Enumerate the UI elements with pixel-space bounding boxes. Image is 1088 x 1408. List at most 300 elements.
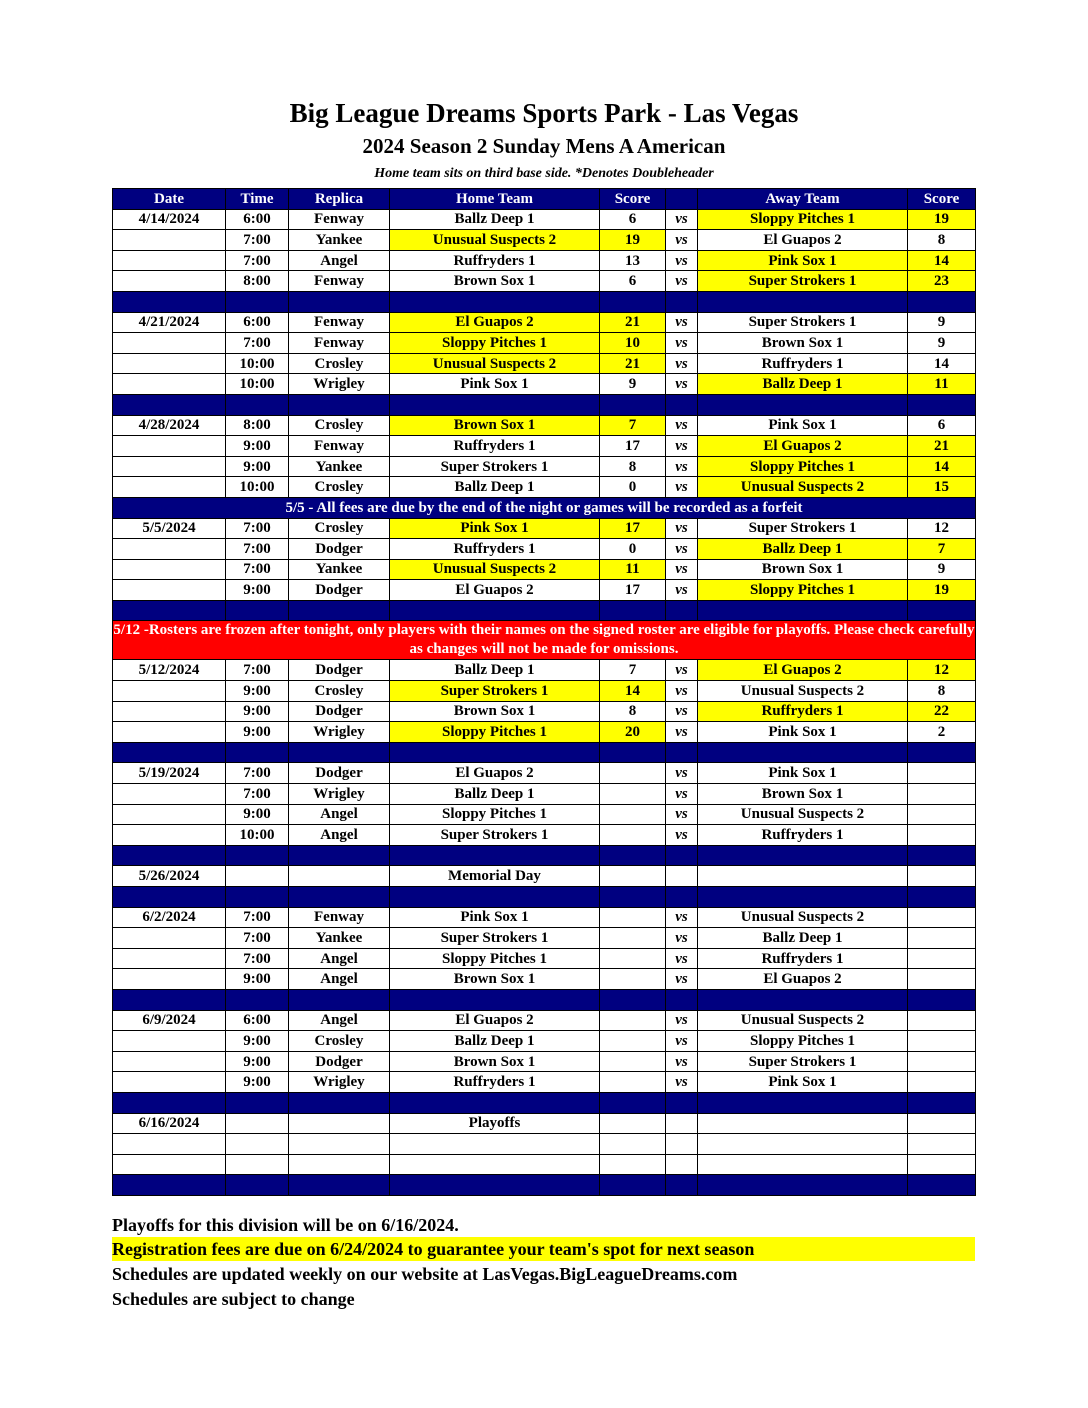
home-team xyxy=(390,1154,600,1175)
game-row xyxy=(113,539,976,560)
separator-cell xyxy=(908,845,976,866)
away-team xyxy=(698,1113,908,1134)
separator-cell xyxy=(113,394,226,415)
game-field: Crosley xyxy=(289,353,390,374)
away-score xyxy=(908,928,976,949)
game-row xyxy=(113,250,976,271)
game-row xyxy=(113,681,976,702)
game-field: Angel xyxy=(289,948,390,969)
separator-cell xyxy=(289,989,390,1010)
game-date xyxy=(113,681,226,702)
home-score: 19 xyxy=(600,230,666,251)
header-home-team: Home Team xyxy=(390,189,600,210)
away-team: Unusual Suspects 2 xyxy=(698,681,908,702)
vs-label xyxy=(666,1113,698,1134)
game-field: Angel xyxy=(289,804,390,825)
footer-change-notice: Schedules are subject to change xyxy=(112,1289,355,1309)
separator-cell xyxy=(289,1175,390,1196)
game-field: Fenway xyxy=(289,271,390,292)
game-row xyxy=(113,436,976,457)
home-team: Ruffryders 1 xyxy=(390,250,600,271)
header-date: Date xyxy=(113,189,226,210)
away-team: Pink Sox 1 xyxy=(698,415,908,436)
away-team: Ballz Deep 1 xyxy=(698,539,908,560)
game-date xyxy=(113,559,226,580)
separator-cell xyxy=(390,1175,600,1196)
separator-cell xyxy=(113,291,226,312)
game-time: 7:00 xyxy=(226,333,289,354)
header-away-team: Away Team xyxy=(698,189,908,210)
home-score xyxy=(600,825,666,846)
game-field xyxy=(289,1134,390,1155)
game-row xyxy=(113,518,976,539)
vs-label: vs xyxy=(666,660,698,681)
game-field: Dodger xyxy=(289,763,390,784)
separator-cell xyxy=(698,600,908,621)
home-team: Ruffryders 1 xyxy=(390,539,600,560)
vs-label: vs xyxy=(666,230,698,251)
game-time: 7:00 xyxy=(226,948,289,969)
game-field: Crosley xyxy=(289,477,390,498)
game-time: 10:00 xyxy=(226,477,289,498)
game-time: 7:00 xyxy=(226,250,289,271)
game-time: 9:00 xyxy=(226,580,289,601)
separator-cell xyxy=(698,742,908,763)
away-score xyxy=(908,969,976,990)
away-score: 14 xyxy=(908,250,976,271)
game-field: Fenway xyxy=(289,333,390,354)
vs-label: vs xyxy=(666,477,698,498)
vs-label: vs xyxy=(666,559,698,580)
separator-cell xyxy=(390,989,600,1010)
away-team xyxy=(698,1134,908,1155)
game-date xyxy=(113,456,226,477)
game-time: 9:00 xyxy=(226,969,289,990)
game-date xyxy=(113,1154,226,1175)
game-time: 7:00 xyxy=(226,559,289,580)
away-team xyxy=(698,866,908,887)
game-field: Dodger xyxy=(289,701,390,722)
game-time: 10:00 xyxy=(226,825,289,846)
roster-alert: 5/12 -Rosters are frozen after tonight, only players with their names on the signed roster are eligible for playoffs. Please check carefully as changes will not be made for omissions. xyxy=(113,621,976,660)
game-row xyxy=(113,722,976,743)
header-row xyxy=(113,189,976,210)
separator-row xyxy=(113,1175,976,1196)
game-row xyxy=(113,825,976,846)
home-team: Super Strokers 1 xyxy=(390,825,600,846)
game-date: 4/21/2024 xyxy=(113,312,226,333)
vs-label: vs xyxy=(666,928,698,949)
game-field xyxy=(289,866,390,887)
separator-cell xyxy=(226,291,289,312)
separator-row xyxy=(113,1092,976,1113)
home-score xyxy=(600,1113,666,1134)
game-time: 9:00 xyxy=(226,1031,289,1052)
away-team: Brown Sox 1 xyxy=(698,333,908,354)
game-field: Yankee xyxy=(289,559,390,580)
game-time: 7:00 xyxy=(226,763,289,784)
game-field: Wrigley xyxy=(289,784,390,805)
page-title: Big League Dreams Sports Park - Las Vegas xyxy=(289,98,799,128)
separator-cell xyxy=(226,394,289,415)
home-team: El Guapos 2 xyxy=(390,580,600,601)
home-score xyxy=(600,1010,666,1031)
vs-label: vs xyxy=(666,969,698,990)
separator-cell xyxy=(600,845,666,866)
game-field: Yankee xyxy=(289,230,390,251)
game-field: Angel xyxy=(289,1010,390,1031)
away-team: El Guapos 2 xyxy=(698,660,908,681)
separator-cell xyxy=(600,1175,666,1196)
game-date xyxy=(113,374,226,395)
vs-label: vs xyxy=(666,353,698,374)
away-team: Super Strokers 1 xyxy=(698,518,908,539)
home-team: Unusual Suspects 2 xyxy=(390,353,600,374)
vs-label: vs xyxy=(666,374,698,395)
away-team: Pink Sox 1 xyxy=(698,763,908,784)
away-score xyxy=(908,1051,976,1072)
game-date: 6/2/2024 xyxy=(113,907,226,928)
separator-cell xyxy=(113,989,226,1010)
away-score: 9 xyxy=(908,312,976,333)
separator-row xyxy=(113,887,976,908)
home-team: Pink Sox 1 xyxy=(390,907,600,928)
footer-registration: Registration fees are due on 6/24/2024 to guarantee your team's spot for next season xyxy=(112,1237,975,1261)
home-team: Super Strokers 1 xyxy=(390,456,600,477)
home-team: Ballz Deep 1 xyxy=(390,1031,600,1052)
game-time: 7:00 xyxy=(226,539,289,560)
separator-cell xyxy=(600,600,666,621)
game-field: Crosley xyxy=(289,1031,390,1052)
game-time: 8:00 xyxy=(226,415,289,436)
game-time: 10:00 xyxy=(226,353,289,374)
game-field: Wrigley xyxy=(289,722,390,743)
home-team: Brown Sox 1 xyxy=(390,969,600,990)
game-row xyxy=(113,580,976,601)
separator-cell xyxy=(698,1175,908,1196)
vs-label: vs xyxy=(666,580,698,601)
home-team: Brown Sox 1 xyxy=(390,1051,600,1072)
away-team: Ruffryders 1 xyxy=(698,948,908,969)
game-row xyxy=(113,804,976,825)
vs-label: vs xyxy=(666,1072,698,1093)
vs-label: vs xyxy=(666,415,698,436)
vs-label: vs xyxy=(666,1010,698,1031)
home-score: 8 xyxy=(600,701,666,722)
separator-cell xyxy=(226,887,289,908)
game-time: 9:00 xyxy=(226,1072,289,1093)
separator-cell xyxy=(113,600,226,621)
away-score xyxy=(908,1134,976,1155)
home-score: 20 xyxy=(600,722,666,743)
game-row xyxy=(113,701,976,722)
away-score: 12 xyxy=(908,660,976,681)
game-date xyxy=(113,722,226,743)
home-team: Brown Sox 1 xyxy=(390,701,600,722)
game-field: Angel xyxy=(289,825,390,846)
vs-label: vs xyxy=(666,436,698,457)
away-team: El Guapos 2 xyxy=(698,230,908,251)
separator-cell xyxy=(113,887,226,908)
game-date xyxy=(113,477,226,498)
home-team: Sloppy Pitches 1 xyxy=(390,722,600,743)
separator-cell xyxy=(289,291,390,312)
separator-cell xyxy=(666,989,698,1010)
vs-label: vs xyxy=(666,209,698,230)
separator-cell xyxy=(908,291,976,312)
vs-label: vs xyxy=(666,784,698,805)
game-date xyxy=(113,1031,226,1052)
home-score xyxy=(600,804,666,825)
away-score xyxy=(908,784,976,805)
vs-label: vs xyxy=(666,907,698,928)
game-field xyxy=(289,1113,390,1134)
game-field: Yankee xyxy=(289,456,390,477)
home-score: 21 xyxy=(600,353,666,374)
away-score: 2 xyxy=(908,722,976,743)
home-team: Ruffryders 1 xyxy=(390,436,600,457)
game-time: 7:00 xyxy=(226,784,289,805)
game-date xyxy=(113,250,226,271)
separator-cell xyxy=(666,742,698,763)
game-row xyxy=(113,1154,976,1175)
game-time: 7:00 xyxy=(226,660,289,681)
home-score: 8 xyxy=(600,456,666,477)
away-score xyxy=(908,866,976,887)
home-score: 17 xyxy=(600,518,666,539)
separator-cell xyxy=(390,742,600,763)
separator-cell xyxy=(666,887,698,908)
game-date xyxy=(113,230,226,251)
vs-label: vs xyxy=(666,763,698,784)
away-team: Pink Sox 1 xyxy=(698,722,908,743)
game-row xyxy=(113,660,976,681)
game-date: 5/5/2024 xyxy=(113,518,226,539)
home-score xyxy=(600,1051,666,1072)
home-team: Ballz Deep 1 xyxy=(390,660,600,681)
home-team: Ballz Deep 1 xyxy=(390,477,600,498)
game-field: Crosley xyxy=(289,415,390,436)
away-team: Sloppy Pitches 1 xyxy=(698,580,908,601)
vs-label xyxy=(666,866,698,887)
game-field: Fenway xyxy=(289,436,390,457)
away-team: Ruffryders 1 xyxy=(698,825,908,846)
away-team: Unusual Suspects 2 xyxy=(698,1010,908,1031)
separator-cell xyxy=(666,1175,698,1196)
separator-cell xyxy=(908,600,976,621)
game-field: Dodger xyxy=(289,580,390,601)
game-date: 5/12/2024 xyxy=(113,660,226,681)
game-date xyxy=(113,1134,226,1155)
game-field: Angel xyxy=(289,250,390,271)
home-score: 17 xyxy=(600,580,666,601)
away-score xyxy=(908,1113,976,1134)
game-time: 10:00 xyxy=(226,374,289,395)
game-date xyxy=(113,804,226,825)
separator-cell xyxy=(698,291,908,312)
roster-alert-row xyxy=(113,621,976,660)
game-date: 4/28/2024 xyxy=(113,415,226,436)
game-date xyxy=(113,701,226,722)
away-team: Unusual Suspects 2 xyxy=(698,804,908,825)
separator-row xyxy=(113,845,976,866)
vs-label: vs xyxy=(666,271,698,292)
game-time: 8:00 xyxy=(226,271,289,292)
away-team xyxy=(698,1154,908,1175)
away-score: 14 xyxy=(908,353,976,374)
away-team: Brown Sox 1 xyxy=(698,784,908,805)
away-score: 8 xyxy=(908,230,976,251)
home-score xyxy=(600,969,666,990)
game-row xyxy=(113,907,976,928)
game-time: 9:00 xyxy=(226,681,289,702)
separator-cell xyxy=(908,1092,976,1113)
game-row xyxy=(113,1072,976,1093)
separator-cell xyxy=(289,887,390,908)
away-score: 14 xyxy=(908,456,976,477)
away-score: 22 xyxy=(908,701,976,722)
vs-label: vs xyxy=(666,722,698,743)
game-date: 5/26/2024 xyxy=(113,866,226,887)
separator-cell xyxy=(289,845,390,866)
separator-cell xyxy=(390,394,600,415)
schedule-note: Home team sits on third base side. *Denotes Doubleheader xyxy=(374,166,714,181)
home-team: Ballz Deep 1 xyxy=(390,209,600,230)
vs-label xyxy=(666,1134,698,1155)
away-score xyxy=(908,1072,976,1093)
away-team: Super Strokers 1 xyxy=(698,312,908,333)
away-team: Ruffryders 1 xyxy=(698,353,908,374)
game-date xyxy=(113,333,226,354)
separator-row xyxy=(113,394,976,415)
header-time: Time xyxy=(226,189,289,210)
game-time xyxy=(226,1113,289,1134)
separator-cell xyxy=(666,845,698,866)
home-team: Sloppy Pitches 1 xyxy=(390,948,600,969)
game-date: 5/19/2024 xyxy=(113,763,226,784)
game-time: 9:00 xyxy=(226,701,289,722)
home-score: 6 xyxy=(600,271,666,292)
fees-notice-row xyxy=(113,497,976,518)
game-row xyxy=(113,1051,976,1072)
home-team: Brown Sox 1 xyxy=(390,271,600,292)
separator-cell xyxy=(698,394,908,415)
away-score xyxy=(908,763,976,784)
home-team: Ruffryders 1 xyxy=(390,1072,600,1093)
game-date xyxy=(113,353,226,374)
separator-cell xyxy=(698,1092,908,1113)
game-date xyxy=(113,928,226,949)
fees-notice: 5/5 - All fees are due by the end of the night or games will be recorded as a forfeit xyxy=(113,497,976,518)
vs-label: vs xyxy=(666,1051,698,1072)
schedule-body xyxy=(113,209,976,1195)
home-team: Super Strokers 1 xyxy=(390,928,600,949)
away-team: Brown Sox 1 xyxy=(698,559,908,580)
away-team: Super Strokers 1 xyxy=(698,1051,908,1072)
home-score xyxy=(600,948,666,969)
home-score xyxy=(600,1134,666,1155)
separator-cell xyxy=(666,291,698,312)
game-time: 7:00 xyxy=(226,230,289,251)
home-score xyxy=(600,866,666,887)
game-row xyxy=(113,456,976,477)
separator-cell xyxy=(226,1092,289,1113)
separator-cell xyxy=(666,600,698,621)
away-team: Unusual Suspects 2 xyxy=(698,907,908,928)
away-team: Ballz Deep 1 xyxy=(698,374,908,395)
game-field: Dodger xyxy=(289,1051,390,1072)
away-score xyxy=(908,1154,976,1175)
home-score xyxy=(600,907,666,928)
game-row xyxy=(113,209,976,230)
separator-cell xyxy=(600,989,666,1010)
separator-cell xyxy=(600,742,666,763)
separator-cell xyxy=(698,989,908,1010)
away-team: Sloppy Pitches 1 xyxy=(698,209,908,230)
away-team: Sloppy Pitches 1 xyxy=(698,456,908,477)
game-field: Fenway xyxy=(289,907,390,928)
home-score: 0 xyxy=(600,477,666,498)
away-score: 19 xyxy=(908,209,976,230)
vs-label: vs xyxy=(666,825,698,846)
game-date: 4/14/2024 xyxy=(113,209,226,230)
page-subtitle: 2024 Season 2 Sunday Mens A American xyxy=(362,134,726,158)
home-score xyxy=(600,1031,666,1052)
separator-cell xyxy=(698,887,908,908)
game-row xyxy=(113,333,976,354)
game-row xyxy=(113,928,976,949)
game-date xyxy=(113,580,226,601)
game-row xyxy=(113,353,976,374)
away-score: 11 xyxy=(908,374,976,395)
away-score xyxy=(908,948,976,969)
separator-row xyxy=(113,742,976,763)
game-time: 6:00 xyxy=(226,209,289,230)
home-score: 0 xyxy=(600,539,666,560)
separator-cell xyxy=(113,1175,226,1196)
separator-row xyxy=(113,291,976,312)
away-team: Ballz Deep 1 xyxy=(698,928,908,949)
vs-label: vs xyxy=(666,701,698,722)
separator-cell xyxy=(289,600,390,621)
game-date xyxy=(113,784,226,805)
game-date xyxy=(113,969,226,990)
home-team: El Guapos 2 xyxy=(390,1010,600,1031)
game-date: 6/16/2024 xyxy=(113,1113,226,1134)
game-date xyxy=(113,1051,226,1072)
game-date xyxy=(113,539,226,560)
separator-cell xyxy=(908,742,976,763)
game-time xyxy=(226,1134,289,1155)
vs-label: vs xyxy=(666,1031,698,1052)
away-team: El Guapos 2 xyxy=(698,436,908,457)
separator-cell xyxy=(390,600,600,621)
away-team: Pink Sox 1 xyxy=(698,1072,908,1093)
away-score xyxy=(908,907,976,928)
game-field: Wrigley xyxy=(289,374,390,395)
game-time: 9:00 xyxy=(226,456,289,477)
game-time: 6:00 xyxy=(226,1010,289,1031)
header-replica: Replica xyxy=(289,189,390,210)
separator-cell xyxy=(600,291,666,312)
away-team: Ruffryders 1 xyxy=(698,701,908,722)
home-score: 7 xyxy=(600,660,666,681)
game-row xyxy=(113,312,976,333)
header-away-score: Score xyxy=(908,189,976,210)
separator-cell xyxy=(289,1092,390,1113)
away-score: 12 xyxy=(908,518,976,539)
game-row xyxy=(113,948,976,969)
